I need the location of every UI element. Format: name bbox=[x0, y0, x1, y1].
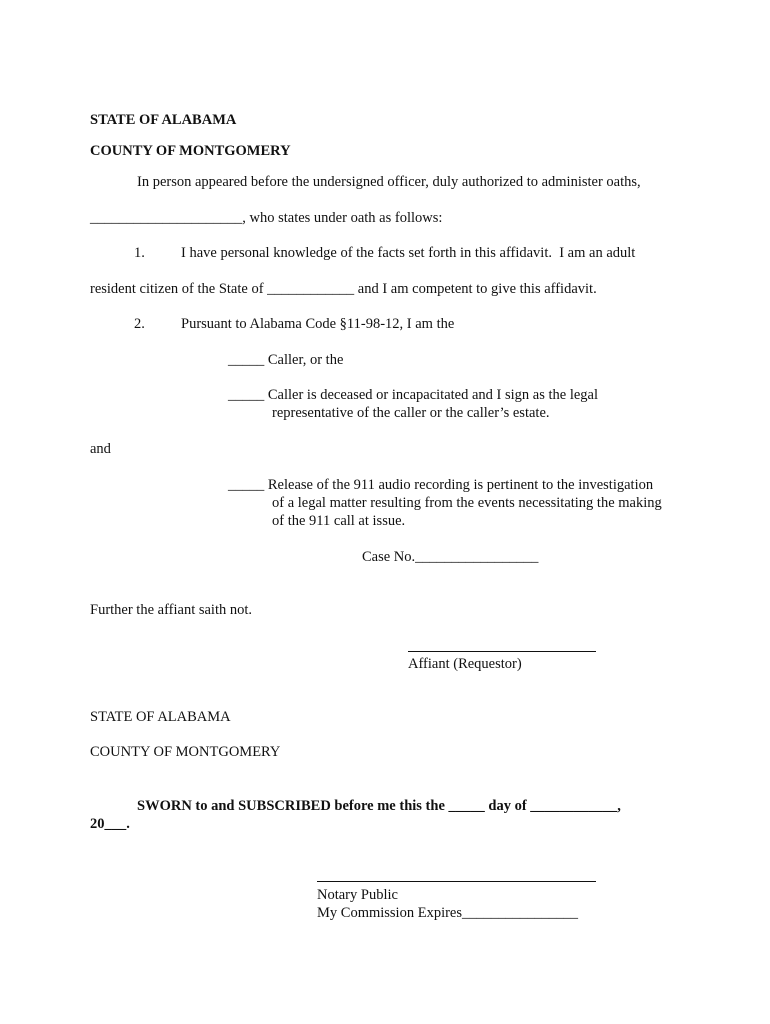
case-number: Case No._________________ bbox=[362, 549, 539, 565]
notary-public-label: Notary Public bbox=[317, 887, 398, 903]
para-1-line-1: I have personal knowledge of the facts set forth in this affidavit. I am an adult bbox=[181, 245, 636, 261]
intro-line-1: In person appeared before the undersigned officer, duly authorized to administer oaths, bbox=[137, 174, 641, 190]
para-2-line-1: Pursuant to Alabama Code §11-98-12, I am the bbox=[181, 316, 455, 332]
affiant-signature-line bbox=[408, 651, 596, 652]
commission-expires: My Commission Expires________________ bbox=[317, 905, 579, 921]
intro-line-2: _____________________, who states under oath as follows: bbox=[90, 210, 443, 226]
option-release-line-2: of a legal matter resulting from the events necessitating the making bbox=[272, 495, 662, 511]
option-release-line-1: _____ Release of the 911 audio recording is pertinent to the investigation bbox=[228, 477, 654, 493]
option-representative-line-1: _____ Caller is deceased or incapacitated and I sign as the legal bbox=[228, 387, 599, 403]
header-county: COUNTY OF MONTGOMERY bbox=[90, 143, 291, 159]
and-connector: and bbox=[90, 441, 111, 457]
para-2-number: 2. bbox=[134, 316, 145, 332]
further-statement: Further the affiant saith not. bbox=[90, 602, 253, 618]
notary-signature-line bbox=[317, 881, 596, 882]
option-representative-line-2: representative of the caller or the caller’s estate. bbox=[272, 405, 550, 421]
sworn-line-2: 20___. bbox=[90, 816, 130, 832]
para-1-number: 1. bbox=[134, 245, 145, 261]
para-1-line-2: resident citizen of the State of ____________ and I am competent to give this affidavit. bbox=[90, 281, 597, 297]
sworn-line-1: SWORN to and SUBSCRIBED before me this the _____ day of ____________, bbox=[137, 798, 621, 814]
option-caller: _____ Caller, or the bbox=[228, 352, 344, 368]
jurat-county: COUNTY OF MONTGOMERY bbox=[90, 744, 281, 760]
affiant-label: Affiant (Requestor) bbox=[408, 656, 522, 672]
jurat-state: STATE OF ALABAMA bbox=[90, 709, 231, 725]
header-state: STATE OF ALABAMA bbox=[90, 112, 237, 128]
option-release-line-3: of the 911 call at issue. bbox=[272, 513, 406, 529]
